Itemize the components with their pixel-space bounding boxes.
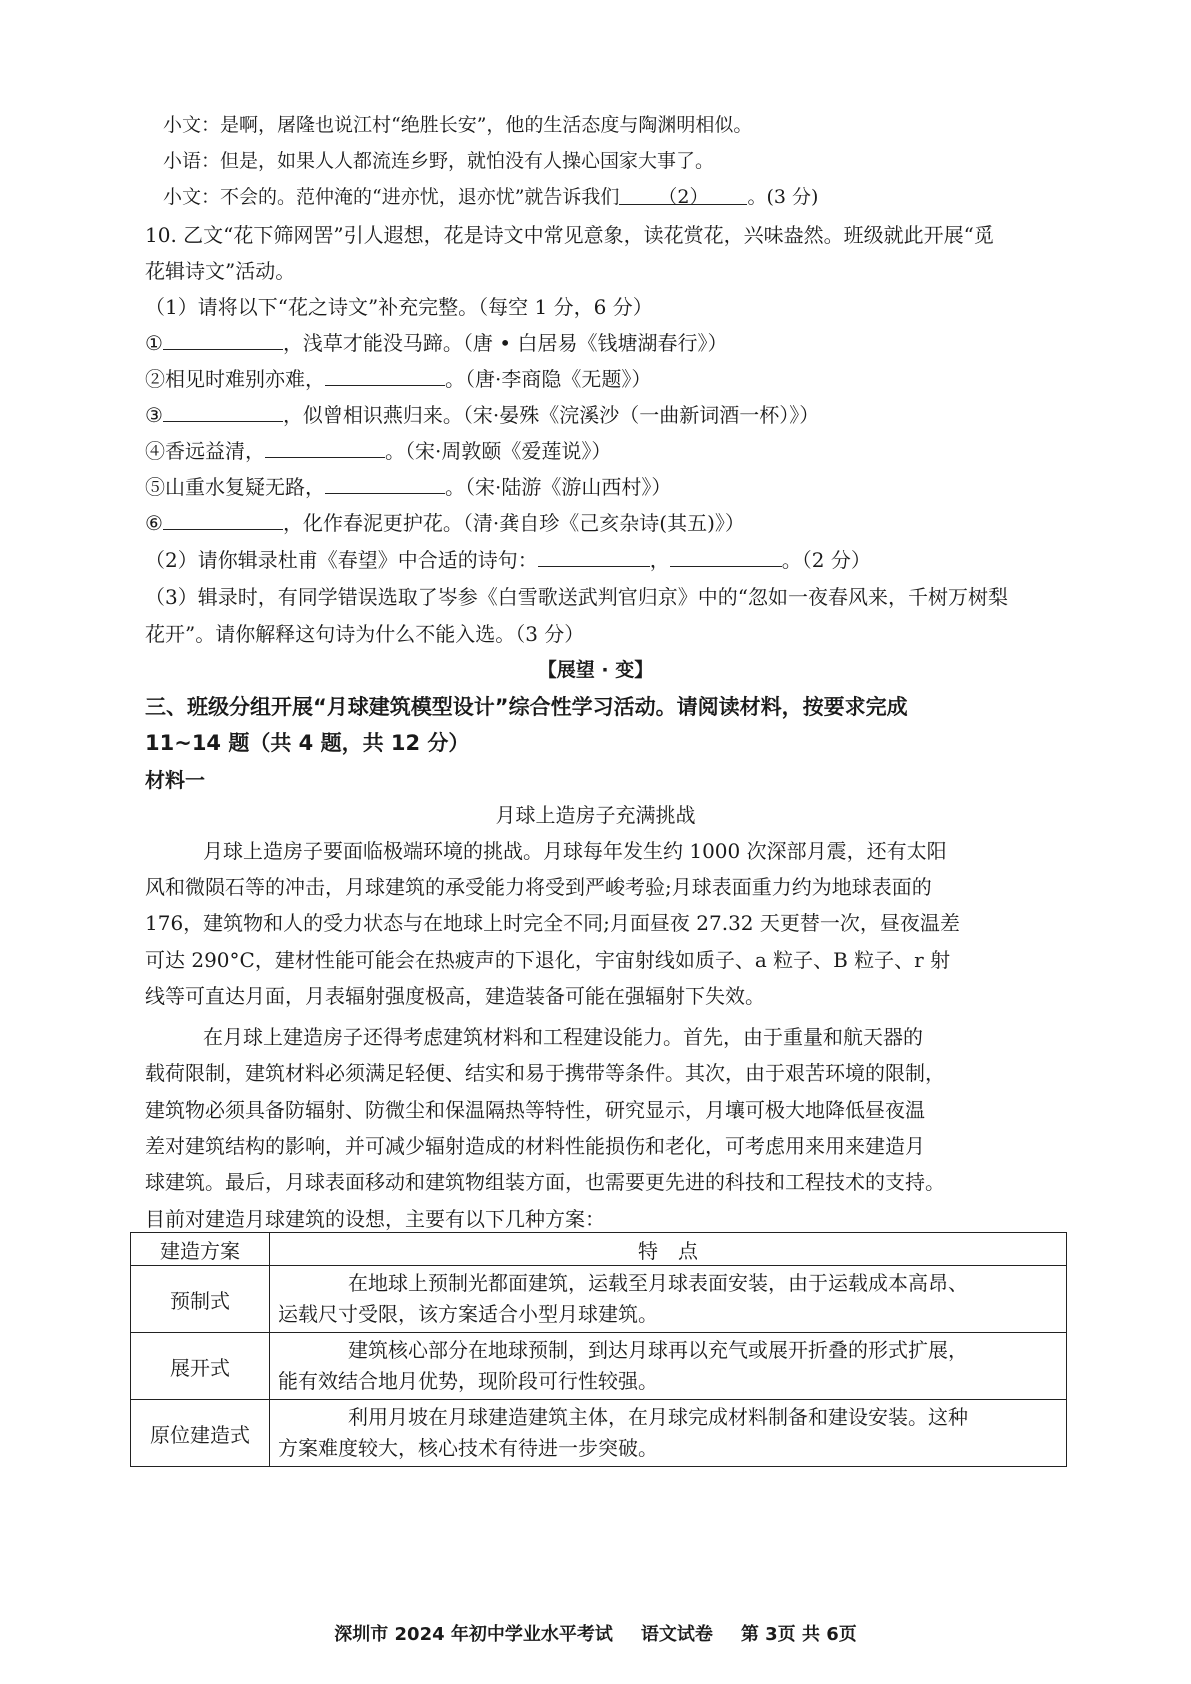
article-title: 月球上造房子充满挑战 xyxy=(495,803,696,827)
poem-blank-4[interactable] xyxy=(265,435,385,458)
dialogue-line-2: 小语：但是，如果人人都流连乡野，就怕没有人操心国家大事了。 xyxy=(163,150,715,172)
plan-desc-line-2: 能有效结合地月优势，现阶段可行性较强。 xyxy=(278,1369,658,1393)
poem-blank-5[interactable] xyxy=(325,471,445,494)
article-para1-line-3: 176，建筑物和人的受力状态与在地球上时完全不同;月面昼夜 27.32 天更替一次，昼夜温差 xyxy=(145,911,960,935)
dialogue-line-1: 小文：是啊，屠隆也说江村“绝胜长安”，他的生活态度与陶渊明相似。 xyxy=(163,114,753,136)
article-para2-line-5: 球建筑。最后，月球表面移动和建筑物组装方面，也需要更先进的科技和工程技术的支持。 xyxy=(145,1170,945,1194)
material-label: 材料一 xyxy=(145,768,205,792)
plan-desc-line-1: 在地球上预制光都面建筑，运载至月球表面安装，由于运载成本高昂、 xyxy=(348,1271,968,1295)
article-line xyxy=(145,1022,923,1052)
poem-item-4 xyxy=(145,435,611,466)
article-para2-line-2: 载荷限制，建筑材料必须满足轻便、结实和易于携带等条件。其次，由于艰苦环境的限制， xyxy=(145,1061,945,1085)
chunwang-blank-1[interactable] xyxy=(538,544,650,567)
chunwang-blank-2[interactable] xyxy=(670,544,782,567)
q10-stem-line-2: 花辑诗文”活动。 xyxy=(145,259,296,283)
q10-stem-line-1: 10. 乙文“花下筛网罟”引人遐想，花是诗文中常见意象，读花赏花，兴味盎然。班级就此开展“觅 xyxy=(145,223,994,247)
table-header-plan: 建造方案 xyxy=(131,1233,270,1266)
plan-name: 预制式 xyxy=(131,1266,270,1333)
poem-blank-6[interactable] xyxy=(163,507,283,530)
poem-item-3-post: ，似曾相识燕归来。（宋·晏殊《浣溪沙（一曲新词酒一杯）》） xyxy=(282,403,820,427)
plan-name: 展开式 xyxy=(131,1333,270,1400)
article-para1-line-4: 可达 290°C，建材性能可能会在热疲声的下退化，宇宙射线如质子、a 粒子、B 粒子、r 射 xyxy=(145,948,951,972)
section-subtitle: 【展望 · 变】 xyxy=(537,659,654,681)
footer-exam-name: 深圳市 2024 年初中学业水平考试 xyxy=(334,1624,613,1645)
page-footer xyxy=(0,1620,1191,1646)
article-para1-line-1: 月球上造房子要面临极端环境的挑战。月球每年发生约 1000 次深部月震，还有太阳 xyxy=(203,839,947,863)
table-row xyxy=(131,1266,1067,1333)
plan-desc-line-1: 建筑核心部分在地球预制，到达月球再以充气或展开折叠的形式扩展， xyxy=(348,1338,968,1362)
poem-item-6 xyxy=(145,507,745,538)
poem-item-3 xyxy=(145,399,819,430)
construction-plans-table xyxy=(130,1232,1067,1467)
answer-blank-2[interactable]: （2） xyxy=(619,182,747,205)
section-heading-line-1: 三、班级分组开展“月球建筑模型设计”综合性学习活动。请阅读材料，按要求完成 xyxy=(145,695,908,719)
poem-item-6-pre: ⑥ xyxy=(145,511,163,535)
poem-item-2-post: 。（唐·李商隐《无题》） xyxy=(445,367,652,391)
poem-item-4-post: 。（宋·周敦颐《爱莲说》） xyxy=(385,439,612,463)
article-para2-line-4: 差对建筑结构的影响，并可减少辐射造成的材料性能损伤和老化，可考虑用来用来建造月 xyxy=(145,1134,925,1158)
dialogue-line-3-text: 小文：不会的。范仲淹的“进亦忧，退亦忧”就告诉我们 xyxy=(163,186,620,208)
section-heading-line-2: 11~14 题（共 4 题，共 12 分） xyxy=(145,731,470,755)
poem-item-5-post: 。（宋·陆游《游山西村》） xyxy=(445,475,672,499)
table-header-features: 特 点 xyxy=(270,1233,1067,1266)
article-para2-line-3: 建筑物必须具备防辐射、防微尘和保温隔热等特性，研究显示，月壤可极大地降低昼夜温 xyxy=(145,1098,925,1122)
q10-part2-text: （2）请你辑录杜甫《春望》中合适的诗句： xyxy=(145,548,538,572)
dialogue-line-3 xyxy=(163,182,818,212)
q10-part2-score: 。（2 分） xyxy=(781,548,871,572)
poem-blank-3[interactable] xyxy=(163,399,283,422)
footer-subject: 语文试卷 xyxy=(640,1624,713,1645)
table-row xyxy=(131,1333,1067,1400)
q10-part1-label: （1）请将以下“花之诗文”补充完整。（每空 1 分，6 分） xyxy=(145,295,653,319)
poem-blank-1[interactable] xyxy=(163,327,283,350)
poem-blank-2[interactable] xyxy=(325,363,445,386)
poem-item-1-post: ，浅草才能没马蹄。（唐 • 白居易《钱塘湖春行》） xyxy=(282,331,728,355)
plan-desc-line-2: 运载尺寸受限，该方案适合小型月球建筑。 xyxy=(278,1302,658,1326)
q10-part3-line-2: 花开”。请你解释这句诗为什么不能入选。（3 分） xyxy=(145,622,585,646)
poem-item-3-pre: ③ xyxy=(145,403,163,427)
article-para1-line-5: 线等可直达月面，月表辐射强度极高，建造装备可能在强辐射下失效。 xyxy=(145,984,765,1008)
article-para1-line-2: 风和微陨石等的冲击，月球建筑的承受能力将受到严峻考验;月球表面重力约为地球表面的 xyxy=(145,875,932,899)
poem-item-5-pre: ⑤山重水复疑无路， xyxy=(145,475,325,499)
poem-item-2 xyxy=(145,363,651,394)
plan-description xyxy=(270,1266,1067,1333)
plan-description xyxy=(270,1400,1067,1467)
article-para2-line-1: 在月球上建造房子还得考虑建筑材料和工程建设能力。首先，由于重量和航天器的 xyxy=(203,1025,923,1049)
article-line xyxy=(145,836,947,866)
poem-item-1-pre: ① xyxy=(145,331,163,355)
q10-part2-comma: ， xyxy=(649,548,670,572)
article-para2-line-6: 目前对建造月球建筑的设想，主要有以下几种方案： xyxy=(145,1207,605,1231)
poem-item-2-pre: ②相见时难别亦难， xyxy=(145,367,325,391)
plan-desc-line-2: 方案难度较大，核心技术有待进一步突破。 xyxy=(278,1436,658,1460)
q10-part3-line-1: （3）辑录时，有同学错误选取了岑参《白雪歌送武判官归京》中的“忽如一夜春风来，千树万树梨 xyxy=(145,585,1008,609)
plan-name: 原位建造式 xyxy=(131,1400,270,1467)
footer-page-number: 第 3页 共 6页 xyxy=(740,1624,857,1645)
poem-item-5 xyxy=(145,471,671,502)
dialogue-line-3-score: 。(3 分) xyxy=(747,186,819,208)
poem-item-4-pre: ④香远益清， xyxy=(145,439,265,463)
table-row xyxy=(131,1400,1067,1467)
poem-item-1 xyxy=(145,327,727,358)
q10-part2 xyxy=(145,544,871,575)
plan-description xyxy=(270,1333,1067,1400)
poem-item-6-post: ，化作春泥更护花。（清·龚自珍《己亥杂诗(其五)》） xyxy=(282,511,745,535)
table-header-row xyxy=(131,1233,1067,1266)
plan-desc-line-1: 利用月坡在月球建造建筑主体，在月球完成材料制备和建设安装。这种 xyxy=(348,1405,968,1429)
